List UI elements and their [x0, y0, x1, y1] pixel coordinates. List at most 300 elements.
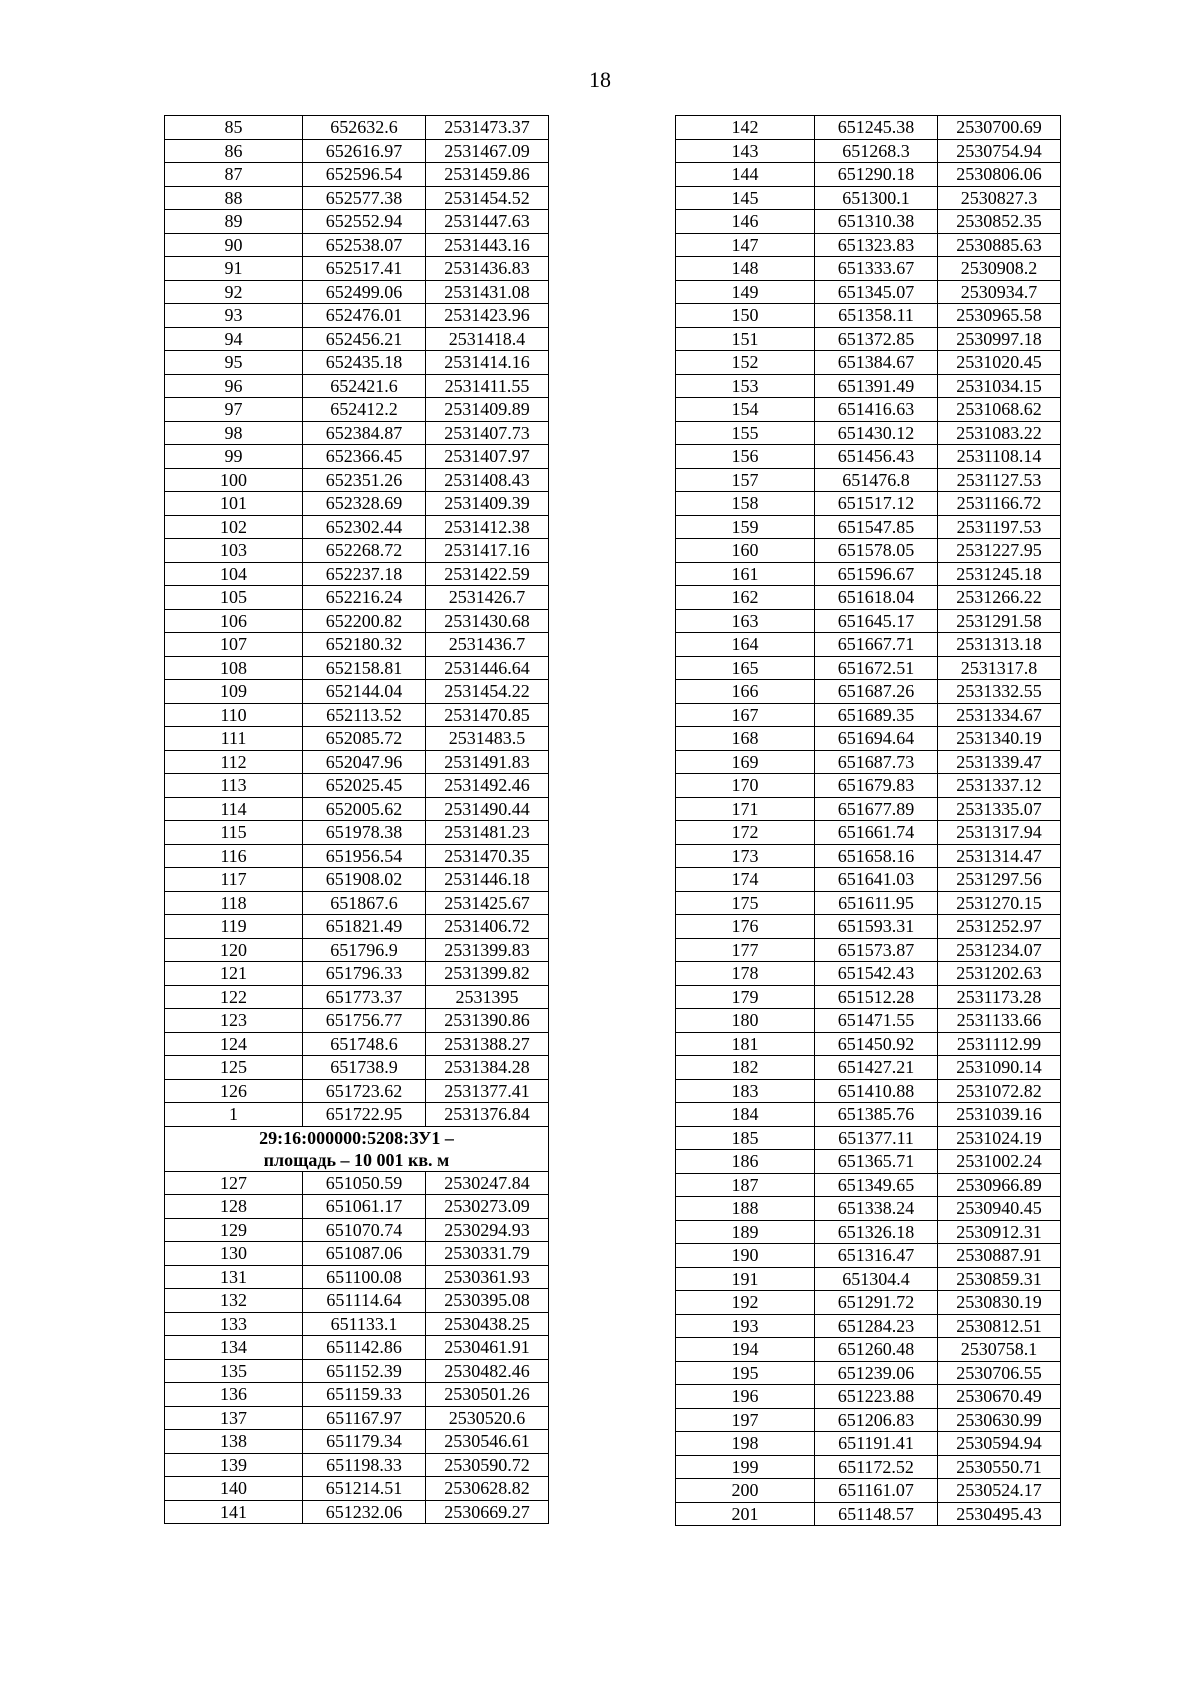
- coordinate-x: 651349.65: [815, 1173, 938, 1197]
- table-row: [676, 1361, 1061, 1385]
- point-number: 166: [676, 680, 815, 704]
- table-row: [165, 774, 549, 798]
- section-area: площадь – 10 001 кв. м: [263, 1149, 450, 1170]
- table-row: [165, 1265, 549, 1289]
- point-number: 107: [165, 633, 303, 657]
- coordinate-x: 651679.83: [815, 774, 938, 798]
- point-number: 94: [165, 327, 303, 351]
- coordinate-y: 2531270.15: [938, 891, 1061, 915]
- table-row: [165, 586, 549, 610]
- coordinate-x: 651821.49: [303, 915, 426, 939]
- coordinate-y: 2531422.59: [426, 562, 549, 586]
- point-number: 148: [676, 257, 815, 281]
- coordinate-y: 2531423.96: [426, 304, 549, 328]
- coordinate-y: 2531470.35: [426, 844, 549, 868]
- coordinate-y: 2531227.95: [938, 539, 1061, 563]
- table-row: [676, 1408, 1061, 1432]
- point-number: 96: [165, 374, 303, 398]
- point-number: 87: [165, 163, 303, 187]
- coordinate-x: 651416.63: [815, 398, 938, 422]
- point-number: 112: [165, 750, 303, 774]
- table-row: [676, 868, 1061, 892]
- point-number: 176: [676, 915, 815, 939]
- point-number: 147: [676, 233, 815, 257]
- coordinate-y: 2530550.71: [938, 1455, 1061, 1479]
- coordinate-y: 2531020.45: [938, 351, 1061, 375]
- coordinate-y: 2531418.4: [426, 327, 549, 351]
- coordinate-x: 652552.94: [303, 210, 426, 234]
- table-row: [165, 1383, 549, 1407]
- table-row: [676, 233, 1061, 257]
- table-row: [165, 1406, 549, 1430]
- coordinate-y: 2531252.97: [938, 915, 1061, 939]
- point-number: 142: [676, 116, 815, 140]
- point-number: 140: [165, 1477, 303, 1501]
- coordinate-y: 2531459.86: [426, 163, 549, 187]
- coordinate-x: 651167.97: [303, 1406, 426, 1430]
- table-row: [165, 633, 549, 657]
- coordinate-y: 2531297.56: [938, 868, 1061, 892]
- point-number: 143: [676, 139, 815, 163]
- coordinate-x: 652328.69: [303, 492, 426, 516]
- coordinate-x: 651206.83: [815, 1408, 938, 1432]
- coordinate-x: 652144.04: [303, 680, 426, 704]
- coordinate-y: 2531072.82: [938, 1079, 1061, 1103]
- coordinate-x: 651087.06: [303, 1242, 426, 1266]
- coordinate-y: 2531412.38: [426, 515, 549, 539]
- coordinate-x: 651456.43: [815, 445, 938, 469]
- coordinate-x: 652517.41: [303, 257, 426, 281]
- coordinate-y: 2531409.39: [426, 492, 549, 516]
- coordinate-x: 651661.74: [815, 821, 938, 845]
- point-number: 150: [676, 304, 815, 328]
- point-number: 193: [676, 1314, 815, 1338]
- table-row: [676, 1079, 1061, 1103]
- coordinate-y: 2531197.53: [938, 515, 1061, 539]
- point-number: 186: [676, 1150, 815, 1174]
- coordinate-y: 2531090.14: [938, 1056, 1061, 1080]
- coordinate-y: 2530438.25: [426, 1312, 549, 1336]
- coordinate-y: 2531399.83: [426, 938, 549, 962]
- coordinate-y: 2531291.58: [938, 609, 1061, 633]
- coordinate-x: 651578.05: [815, 539, 938, 563]
- point-number: 106: [165, 609, 303, 633]
- coordinate-x: 651214.51: [303, 1477, 426, 1501]
- coordinate-y: 2530887.91: [938, 1244, 1061, 1268]
- table-row: [676, 1479, 1061, 1503]
- coordinate-y: 2530885.63: [938, 233, 1061, 257]
- table-row: [165, 703, 549, 727]
- coordinate-x: 651223.88: [815, 1385, 938, 1409]
- table-row: [676, 656, 1061, 680]
- coordinate-x: 651641.03: [815, 868, 938, 892]
- left-table-rows-bottom: [165, 1171, 549, 1524]
- coordinate-y: 2531384.28: [426, 1056, 549, 1080]
- table-row: [165, 445, 549, 469]
- point-number: 95: [165, 351, 303, 375]
- coordinate-x: 651471.55: [815, 1009, 938, 1033]
- point-number: 130: [165, 1242, 303, 1266]
- table-row: [676, 1126, 1061, 1150]
- coordinate-y: 2531490.44: [426, 797, 549, 821]
- coordinate-y: 2531334.67: [938, 703, 1061, 727]
- table-row: [676, 186, 1061, 210]
- table-row: [676, 1244, 1061, 1268]
- table-row: [165, 1032, 549, 1056]
- coordinate-y: 2530361.93: [426, 1265, 549, 1289]
- coordinate-y: 2531417.16: [426, 539, 549, 563]
- coordinate-x: 651694.64: [815, 727, 938, 751]
- point-number: 158: [676, 492, 815, 516]
- table-row: [676, 210, 1061, 234]
- coordinate-x: 651284.23: [815, 1314, 938, 1338]
- table-row: [165, 1195, 549, 1219]
- coordinate-x: 651593.31: [815, 915, 938, 939]
- coordinate-x: 651100.08: [303, 1265, 426, 1289]
- table-row: [676, 1032, 1061, 1056]
- coordinate-y: 2530594.94: [938, 1432, 1061, 1456]
- coordinate-y: 2530966.89: [938, 1173, 1061, 1197]
- coordinate-x: 651345.07: [815, 280, 938, 304]
- point-number: 177: [676, 938, 815, 962]
- coordinate-y: 2530997.18: [938, 327, 1061, 351]
- table-row: [676, 609, 1061, 633]
- coordinate-x: 652421.6: [303, 374, 426, 398]
- coordinate-y: 2531376.84: [426, 1103, 549, 1127]
- coordinate-x: 651191.41: [815, 1432, 938, 1456]
- table-row: [165, 1009, 549, 1033]
- coordinate-x: 652456.21: [303, 327, 426, 351]
- coordinate-y: 2530806.06: [938, 163, 1061, 187]
- coordinate-y: 2531234.07: [938, 938, 1061, 962]
- coordinate-y: 2531127.53: [938, 468, 1061, 492]
- point-number: 196: [676, 1385, 815, 1409]
- point-number: 135: [165, 1359, 303, 1383]
- coordinate-x: 651268.3: [815, 139, 938, 163]
- point-number: 98: [165, 421, 303, 445]
- point-number: 117: [165, 868, 303, 892]
- coordinate-y: 2530628.82: [426, 1477, 549, 1501]
- coordinate-y: 2531314.47: [938, 844, 1061, 868]
- point-number: 110: [165, 703, 303, 727]
- table-row: [676, 962, 1061, 986]
- table-row: [165, 1453, 549, 1477]
- table-row: [676, 351, 1061, 375]
- coordinate-x: 652158.81: [303, 656, 426, 680]
- table-row: [676, 515, 1061, 539]
- coordinate-y: 2530912.31: [938, 1220, 1061, 1244]
- coordinate-x: 651722.95: [303, 1103, 426, 1127]
- coordinate-x: 652216.24: [303, 586, 426, 610]
- coordinate-x: 651260.48: [815, 1338, 938, 1362]
- coordinate-y: 2531340.19: [938, 727, 1061, 751]
- coordinate-y: 2531313.18: [938, 633, 1061, 657]
- coordinate-x: 652596.54: [303, 163, 426, 187]
- point-number: 99: [165, 445, 303, 469]
- coordinate-y: 2531339.47: [938, 750, 1061, 774]
- coordinate-y: 2531202.63: [938, 962, 1061, 986]
- point-number: 131: [165, 1265, 303, 1289]
- coordinate-x: 651796.33: [303, 962, 426, 986]
- right-table-rows: [676, 116, 1061, 1526]
- coordinate-y: 2531335.07: [938, 797, 1061, 821]
- table-row: [676, 703, 1061, 727]
- table-row: [165, 1218, 549, 1242]
- coordinate-x: 651384.67: [815, 351, 938, 375]
- coordinate-y: 2531446.64: [426, 656, 549, 680]
- coordinate-y: 2531446.18: [426, 868, 549, 892]
- coordinate-x: 651304.4: [815, 1267, 938, 1291]
- coordinate-x: 651198.33: [303, 1453, 426, 1477]
- coordinate-y: 2531492.46: [426, 774, 549, 798]
- left-table-section: [165, 1126, 549, 1171]
- coordinate-y: 2531002.24: [938, 1150, 1061, 1174]
- coordinate-x: 651672.51: [815, 656, 938, 680]
- point-number: 89: [165, 210, 303, 234]
- section-header: [165, 1126, 549, 1171]
- coordinate-x: 652632.6: [303, 116, 426, 140]
- point-number: 93: [165, 304, 303, 328]
- coordinate-x: 651723.62: [303, 1079, 426, 1103]
- coordinate-x: 652005.62: [303, 797, 426, 821]
- coordinate-y: 2531467.09: [426, 139, 549, 163]
- coordinate-x: 652616.97: [303, 139, 426, 163]
- coordinate-y: 2531414.16: [426, 351, 549, 375]
- coordinate-y: 2531408.43: [426, 468, 549, 492]
- point-number: 134: [165, 1336, 303, 1360]
- point-number: 111: [165, 727, 303, 751]
- coordinate-y: 2530247.84: [426, 1171, 549, 1195]
- table-row: [165, 327, 549, 351]
- point-number: 136: [165, 1383, 303, 1407]
- coordinate-x: 651291.72: [815, 1291, 938, 1315]
- coordinate-x: 651372.85: [815, 327, 938, 351]
- point-number: 90: [165, 233, 303, 257]
- table-row: [165, 492, 549, 516]
- point-number: 152: [676, 351, 815, 375]
- point-number: 183: [676, 1079, 815, 1103]
- point-number: 164: [676, 633, 815, 657]
- table-row: [676, 586, 1061, 610]
- table-row: [676, 539, 1061, 563]
- coordinate-y: 2531166.72: [938, 492, 1061, 516]
- point-number: 175: [676, 891, 815, 915]
- point-number: 97: [165, 398, 303, 422]
- point-number: 129: [165, 1218, 303, 1242]
- coordinate-y: 2530482.46: [426, 1359, 549, 1383]
- table-row: [676, 139, 1061, 163]
- coordinate-y: 2530965.58: [938, 304, 1061, 328]
- table-row: [676, 1385, 1061, 1409]
- table-row: [165, 868, 549, 892]
- coordinate-y: 2531491.83: [426, 750, 549, 774]
- point-number: 137: [165, 1406, 303, 1430]
- coordinate-x: 651232.06: [303, 1500, 426, 1524]
- coordinate-y: 2531436.7: [426, 633, 549, 657]
- point-number: 167: [676, 703, 815, 727]
- coordinate-y: 2531337.12: [938, 774, 1061, 798]
- table-row: [676, 1103, 1061, 1127]
- coordinate-y: 2530754.94: [938, 139, 1061, 163]
- table-row: [165, 1430, 549, 1454]
- coordinate-x: 651658.16: [815, 844, 938, 868]
- table-row: [165, 233, 549, 257]
- table-row: [676, 1267, 1061, 1291]
- coordinate-y: 2530546.61: [426, 1430, 549, 1454]
- point-number: 157: [676, 468, 815, 492]
- point-number: 159: [676, 515, 815, 539]
- coordinate-x: 651239.06: [815, 1361, 938, 1385]
- coordinate-y: 2530331.79: [426, 1242, 549, 1266]
- point-number: 116: [165, 844, 303, 868]
- table-row: [165, 1242, 549, 1266]
- coordinate-x: 651867.6: [303, 891, 426, 915]
- coordinate-x: 651596.67: [815, 562, 938, 586]
- coordinate-x: 651159.33: [303, 1383, 426, 1407]
- point-number: 168: [676, 727, 815, 751]
- coordinate-x: 651385.76: [815, 1103, 938, 1127]
- table-row: [165, 280, 549, 304]
- coordinate-y: 2530830.19: [938, 1291, 1061, 1315]
- coordinate-y: 2531443.16: [426, 233, 549, 257]
- coordinate-x: 651338.24: [815, 1197, 938, 1221]
- coordinate-y: 2531377.41: [426, 1079, 549, 1103]
- point-number: 162: [676, 586, 815, 610]
- coordinate-x: 652476.01: [303, 304, 426, 328]
- table-row: [165, 1477, 549, 1501]
- table-row: [676, 327, 1061, 351]
- table-row: [676, 774, 1061, 798]
- coordinate-y: 2530827.3: [938, 186, 1061, 210]
- coordinate-x: 651333.67: [815, 257, 938, 281]
- coordinate-y: 2531024.19: [938, 1126, 1061, 1150]
- coordinate-y: 2531454.52: [426, 186, 549, 210]
- table-row: [165, 1500, 549, 1524]
- coordinate-x: 652499.06: [303, 280, 426, 304]
- coordinate-y: 2531411.55: [426, 374, 549, 398]
- coordinate-x: 651667.71: [815, 633, 938, 657]
- coordinate-x: 651738.9: [303, 1056, 426, 1080]
- coordinate-y: 2531481.23: [426, 821, 549, 845]
- table-row: [165, 1312, 549, 1336]
- table-row: [676, 562, 1061, 586]
- point-number: 125: [165, 1056, 303, 1080]
- coordinate-x: 651611.95: [815, 891, 938, 915]
- table-row: [165, 374, 549, 398]
- coordinate-y: 2530501.26: [426, 1383, 549, 1407]
- coordinate-y: 2531083.22: [938, 421, 1061, 445]
- coordinate-y: 2530395.08: [426, 1289, 549, 1313]
- point-number: 124: [165, 1032, 303, 1056]
- table-row: [165, 938, 549, 962]
- coordinate-x: 651148.57: [815, 1502, 938, 1526]
- coordinate-x: 651687.73: [815, 750, 938, 774]
- point-number: 163: [676, 609, 815, 633]
- coordinate-y: 2530590.72: [426, 1453, 549, 1477]
- point-number: 161: [676, 562, 815, 586]
- coordinate-x: 652113.52: [303, 703, 426, 727]
- table-row: [165, 515, 549, 539]
- point-number: 133: [165, 1312, 303, 1336]
- table-row: [676, 1432, 1061, 1456]
- point-number: 184: [676, 1103, 815, 1127]
- coordinate-y: 2530812.51: [938, 1314, 1061, 1338]
- coordinate-x: 651245.38: [815, 116, 938, 140]
- point-number: 88: [165, 186, 303, 210]
- table-row: [676, 398, 1061, 422]
- table-row: [676, 445, 1061, 469]
- page-number: 18: [589, 67, 611, 92]
- table-row: [165, 844, 549, 868]
- table-row: [676, 821, 1061, 845]
- coordinate-x: 651796.9: [303, 938, 426, 962]
- table-row: [165, 1289, 549, 1313]
- point-number: 109: [165, 680, 303, 704]
- coordinate-y: 2531407.73: [426, 421, 549, 445]
- table-row: [676, 1338, 1061, 1362]
- coordinate-x: 651687.26: [815, 680, 938, 704]
- point-number: 104: [165, 562, 303, 586]
- coordinate-x: 651377.11: [815, 1126, 938, 1150]
- coordinate-x: 651573.87: [815, 938, 938, 962]
- coordinate-x: 652025.45: [303, 774, 426, 798]
- coordinate-y: 2531388.27: [426, 1032, 549, 1056]
- table-row: [165, 116, 549, 140]
- coordinate-x: 652237.18: [303, 562, 426, 586]
- coordinate-y: 2530273.09: [426, 1195, 549, 1219]
- point-number: 169: [676, 750, 815, 774]
- table-row: [165, 186, 549, 210]
- table-row: [676, 421, 1061, 445]
- point-number: 115: [165, 821, 303, 845]
- point-number: 172: [676, 821, 815, 845]
- section-parcel-id: 29:16:000000:5208:ЗУ1 –: [259, 1127, 454, 1148]
- table-row: [165, 562, 549, 586]
- coordinate-y: 2531332.55: [938, 680, 1061, 704]
- coordinate-x: 651547.85: [815, 515, 938, 539]
- table-row: [165, 609, 549, 633]
- coordinate-y: 2530461.91: [426, 1336, 549, 1360]
- point-number: 120: [165, 938, 303, 962]
- coordinate-y: 2530908.2: [938, 257, 1061, 281]
- table-row: [165, 727, 549, 751]
- table-row: [676, 727, 1061, 751]
- coordinate-y: 2531436.83: [426, 257, 549, 281]
- coordinate-y: 2530940.45: [938, 1197, 1061, 1221]
- table-row: [165, 1103, 549, 1127]
- coordinate-x: 652538.07: [303, 233, 426, 257]
- coordinate-y: 2531395: [426, 985, 549, 1009]
- coordinate-x: 651326.18: [815, 1220, 938, 1244]
- table-row: [165, 304, 549, 328]
- point-number: 190: [676, 1244, 815, 1268]
- table-row: [676, 915, 1061, 939]
- point-number: 181: [676, 1032, 815, 1056]
- point-number: 102: [165, 515, 303, 539]
- table-row: [165, 398, 549, 422]
- coordinates-table-right: [675, 115, 1061, 1526]
- table-row: [676, 163, 1061, 187]
- coordinate-x: 651142.86: [303, 1336, 426, 1360]
- coordinate-y: 2531112.99: [938, 1032, 1061, 1056]
- coordinate-y: 2530630.99: [938, 1408, 1061, 1432]
- point-number: 165: [676, 656, 815, 680]
- coordinate-x: 651152.39: [303, 1359, 426, 1383]
- coordinate-x: 652085.72: [303, 727, 426, 751]
- table-row: [676, 1455, 1061, 1479]
- coordinate-x: 652200.82: [303, 609, 426, 633]
- point-number: 174: [676, 868, 815, 892]
